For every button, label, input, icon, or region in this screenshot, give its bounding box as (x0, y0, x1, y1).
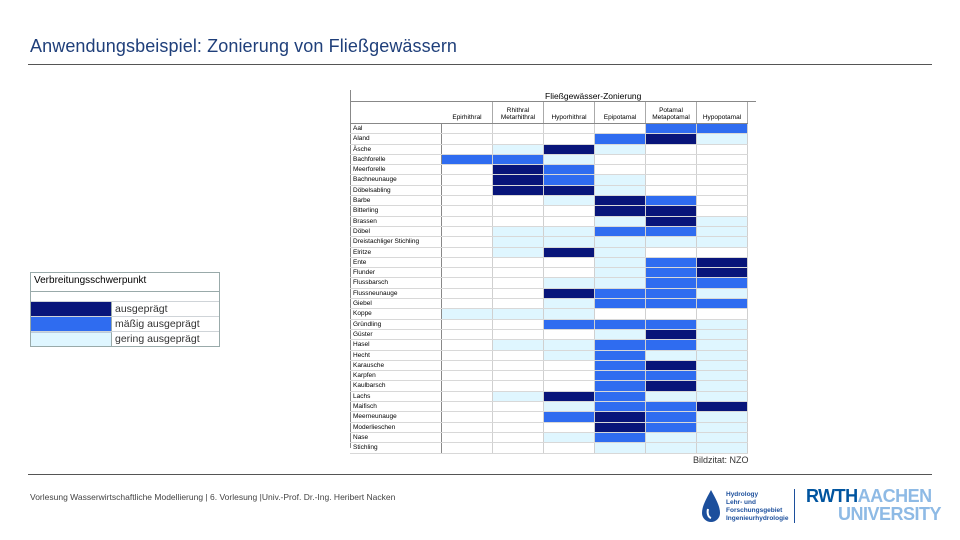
legend-swatch-strong (31, 302, 112, 316)
table-body (350, 123, 748, 454)
institute-line: Forschungsgebiet (726, 507, 783, 514)
species-label: Kaulbarsch (350, 381, 442, 390)
table-row (350, 258, 748, 268)
zone-cell (646, 155, 697, 164)
aachen-text: AACHEN (857, 486, 932, 506)
zone-cell (595, 134, 646, 143)
zone-cell (493, 186, 544, 195)
zone-cell (697, 443, 748, 452)
zone-cell (493, 351, 544, 360)
zone-cell (442, 309, 493, 318)
species-label: Flussneunauge (350, 289, 442, 298)
table-row (350, 412, 748, 422)
column-header: Potamal Metapotamal (646, 102, 697, 123)
zone-cell (646, 278, 697, 287)
legend-title: Verbreitungsschwerpunkt (31, 273, 219, 292)
zone-cell (544, 237, 595, 246)
species-label: Meerneunauge (350, 412, 442, 421)
species-label: Bachneunauge (350, 175, 442, 184)
zone-cell (544, 423, 595, 432)
species-label: Brassen (350, 217, 442, 226)
zone-cell (697, 351, 748, 360)
legend-swatch-medium (31, 317, 112, 331)
zone-cell (493, 145, 544, 154)
zone-cell (442, 412, 493, 421)
zone-cell (442, 392, 493, 401)
species-label: Hasel (350, 340, 442, 349)
zone-cell (595, 330, 646, 339)
zone-cell (595, 351, 646, 360)
table-row (350, 268, 748, 278)
zone-cell (493, 196, 544, 205)
table-row (350, 278, 748, 288)
table-row (350, 371, 748, 381)
species-label: Meerforelle (350, 165, 442, 174)
zone-cell (646, 237, 697, 246)
zone-cell (493, 227, 544, 236)
column-header: Rhithral Metarhithral (493, 102, 544, 123)
zone-cell (493, 412, 544, 421)
zone-cell (544, 443, 595, 452)
zone-cell (697, 412, 748, 421)
rwth-logo (806, 488, 932, 505)
species-label: Karausche (350, 361, 442, 370)
zone-cell (595, 361, 646, 370)
zone-cell (544, 371, 595, 380)
table-row (350, 186, 748, 196)
species-label: Lachs (350, 392, 442, 401)
zone-cell (493, 134, 544, 143)
table-row (350, 175, 748, 185)
zone-cell (595, 196, 646, 205)
species-label: Döbelsabling (350, 186, 442, 195)
zone-cell (646, 433, 697, 442)
zone-cell (697, 268, 748, 277)
zone-cell (595, 381, 646, 390)
zone-cell (595, 423, 646, 432)
zone-cell (493, 237, 544, 246)
zone-cell (595, 227, 646, 236)
table-row (350, 433, 748, 443)
zone-cell (595, 165, 646, 174)
institute-logo-text (726, 491, 788, 523)
zone-cell (493, 124, 544, 133)
species-label: Dreistachliger Stichling (350, 237, 442, 246)
zone-cell (493, 268, 544, 277)
zone-cell (544, 206, 595, 215)
zone-cell (595, 186, 646, 195)
zone-cell (442, 433, 493, 442)
table-row (350, 330, 748, 340)
table-row (350, 381, 748, 391)
zone-cell (595, 402, 646, 411)
institute-line: Ingenieurhydrologie (726, 515, 789, 522)
species-label: Bitterling (350, 206, 442, 215)
zone-cell (646, 227, 697, 236)
zone-cell (646, 268, 697, 277)
zone-cell (544, 361, 595, 370)
zone-cell (595, 412, 646, 421)
zone-cell (646, 423, 697, 432)
zone-cell (544, 351, 595, 360)
legend-spacer (31, 292, 219, 302)
zone-cell (697, 392, 748, 401)
zone-cell (493, 289, 544, 298)
table-row (350, 289, 748, 299)
species-label: Koppe (350, 309, 442, 318)
zone-cell (442, 371, 493, 380)
species-label: Moderlieschen (350, 423, 442, 432)
image-credit: Bildzitat: NZO (693, 455, 749, 465)
zone-cell (697, 134, 748, 143)
zone-cell (493, 206, 544, 215)
zone-cell (646, 196, 697, 205)
zone-cell (697, 371, 748, 380)
zone-cell (595, 299, 646, 308)
legend-label: mäßig ausgeprägt (115, 318, 200, 330)
zone-cell (493, 309, 544, 318)
zone-cell (697, 278, 748, 287)
zone-cell (595, 392, 646, 401)
zone-cell (646, 186, 697, 195)
zone-cell (697, 402, 748, 411)
species-label: Hecht (350, 351, 442, 360)
zone-cell (595, 206, 646, 215)
zone-cell (646, 217, 697, 226)
zone-cell (646, 289, 697, 298)
zone-cell (442, 217, 493, 226)
logo-divider (794, 489, 795, 523)
zone-cell (493, 258, 544, 267)
zone-cell (544, 227, 595, 236)
zone-cell (697, 258, 748, 267)
zone-cell (442, 186, 493, 195)
zone-cell (646, 340, 697, 349)
zone-cell (493, 299, 544, 308)
column-header: Epirhithral (442, 102, 493, 123)
zone-cell (442, 299, 493, 308)
zone-cell (493, 165, 544, 174)
zone-cell (646, 371, 697, 380)
species-label: Aland (350, 134, 442, 143)
species-label: Elritze (350, 248, 442, 257)
table-row (350, 124, 748, 134)
zone-cell (697, 309, 748, 318)
zone-cell (544, 155, 595, 164)
species-label: Döbel (350, 227, 442, 236)
zone-cell (493, 340, 544, 349)
species-label: Äsche (350, 145, 442, 154)
table-row (350, 351, 748, 361)
zone-cell (697, 289, 748, 298)
zone-cell (544, 124, 595, 133)
zone-cell (697, 206, 748, 215)
zone-cell (646, 248, 697, 257)
zone-cell (697, 155, 748, 164)
zone-cell (544, 258, 595, 267)
title-rule (28, 64, 932, 65)
zone-cell (697, 237, 748, 246)
zone-cell (697, 433, 748, 442)
zone-cell (544, 175, 595, 184)
zone-cell (595, 371, 646, 380)
zone-cell (442, 351, 493, 360)
zone-cell (646, 402, 697, 411)
water-drop-icon (701, 489, 721, 523)
zone-cell (493, 217, 544, 226)
institute-line: Hydrology (726, 491, 759, 498)
zone-cell (442, 258, 493, 267)
zone-cell (595, 268, 646, 277)
zone-cell (697, 217, 748, 226)
zone-cell (493, 392, 544, 401)
zone-cell (697, 299, 748, 308)
zone-cell (442, 145, 493, 154)
table-row (350, 155, 748, 165)
zone-cell (442, 227, 493, 236)
zone-cell (595, 145, 646, 154)
zone-cell (493, 402, 544, 411)
species-label: Flussbarsch (350, 278, 442, 287)
zone-cell (493, 320, 544, 329)
zone-cell (442, 423, 493, 432)
legend-swatch-weak (31, 332, 112, 346)
zone-cell (442, 134, 493, 143)
zone-cell (544, 165, 595, 174)
zone-cell (544, 412, 595, 421)
species-label: Güster (350, 330, 442, 339)
zone-cell (697, 196, 748, 205)
zone-cell (493, 175, 544, 184)
zone-cell (646, 412, 697, 421)
zone-cell (442, 268, 493, 277)
legend-label: gering ausgeprägt (115, 333, 200, 345)
footer-text: Vorlesung Wasserwirtschaftliche Modellierung | 6. Vorlesung |Univ.-Prof. Dr.-Ing. Heribert Nacken (30, 492, 396, 502)
zone-cell (544, 392, 595, 401)
zone-cell (697, 165, 748, 174)
zone-cell (442, 165, 493, 174)
species-label: Stichling (350, 443, 442, 452)
zone-cell (442, 330, 493, 339)
zone-cell (646, 320, 697, 329)
species-label: Flunder (350, 268, 442, 277)
zone-cell (646, 351, 697, 360)
zone-cell (544, 196, 595, 205)
zone-cell (442, 206, 493, 215)
column-headers (442, 102, 748, 123)
zone-cell (493, 361, 544, 370)
zone-cell (544, 320, 595, 329)
table-row (350, 392, 748, 402)
zone-cell (595, 433, 646, 442)
legend-label: ausgeprägt (115, 303, 168, 315)
table-row (350, 248, 748, 258)
zone-cell (646, 443, 697, 452)
zone-cell (595, 340, 646, 349)
column-header: Hypopotamal (697, 102, 748, 123)
table-row (350, 165, 748, 175)
zone-cell (595, 443, 646, 452)
zone-cell (544, 278, 595, 287)
zone-cell (697, 340, 748, 349)
zone-cell (544, 309, 595, 318)
table-row (350, 423, 748, 433)
zone-cell (697, 381, 748, 390)
zone-cell (442, 124, 493, 133)
table-row (350, 217, 748, 227)
zone-cell (544, 340, 595, 349)
zone-cell (442, 402, 493, 411)
zone-cell (646, 361, 697, 370)
table-row (350, 340, 748, 350)
table-row (350, 134, 748, 144)
institute-line: Lehr- und (726, 499, 756, 506)
zone-cell (442, 381, 493, 390)
table-row (350, 227, 748, 237)
zone-cell (595, 289, 646, 298)
zone-cell (646, 145, 697, 154)
zone-cell (595, 278, 646, 287)
species-label: Barbe (350, 196, 442, 205)
zone-cell (493, 423, 544, 432)
zone-cell (646, 134, 697, 143)
zone-cell (697, 320, 748, 329)
zone-cell (493, 248, 544, 257)
table-row (350, 361, 748, 371)
table-row (350, 237, 748, 247)
zone-cell (493, 155, 544, 164)
zone-cell (544, 289, 595, 298)
zone-cell (544, 248, 595, 257)
zone-cell (442, 361, 493, 370)
table-row (350, 320, 748, 330)
species-label: Maifisch (350, 402, 442, 411)
table-row (350, 402, 748, 412)
zone-cell (646, 165, 697, 174)
zone-cell (493, 371, 544, 380)
zone-cell (442, 443, 493, 452)
zone-cell (493, 330, 544, 339)
zone-cell (595, 124, 646, 133)
table-title: Fließgewässer-Zonierung (545, 91, 642, 101)
zone-cell (595, 320, 646, 329)
zone-cell (442, 196, 493, 205)
zone-cell (595, 217, 646, 226)
column-header: Hyporhithral (544, 102, 595, 123)
zone-cell (697, 423, 748, 432)
zone-cell (697, 124, 748, 133)
zone-cell (646, 124, 697, 133)
table-row (350, 206, 748, 216)
table-row (350, 309, 748, 319)
zone-cell (442, 340, 493, 349)
zone-cell (442, 248, 493, 257)
species-label: Karpfen (350, 371, 442, 380)
zone-cell (697, 145, 748, 154)
zone-cell (595, 258, 646, 267)
zone-cell (442, 289, 493, 298)
zone-cell (442, 320, 493, 329)
zone-cell (646, 175, 697, 184)
zone-cell (697, 175, 748, 184)
zone-cell (544, 330, 595, 339)
table-row (350, 145, 748, 155)
legend-item (31, 302, 219, 317)
zone-cell (646, 392, 697, 401)
zone-cell (544, 299, 595, 308)
zone-cell (544, 268, 595, 277)
zone-cell (544, 433, 595, 442)
zone-cell (646, 258, 697, 267)
zone-cell (646, 309, 697, 318)
slide-title: Anwendungsbeispiel: Zonierung von Fließgewässern (30, 36, 458, 56)
zone-cell (595, 309, 646, 318)
zone-cell (544, 381, 595, 390)
university-text: UNIVERSITY (838, 504, 942, 524)
zone-cell (697, 186, 748, 195)
zone-cell (697, 248, 748, 257)
table-row (350, 196, 748, 206)
zone-cell (493, 433, 544, 442)
zone-cell (595, 237, 646, 246)
zone-cell (595, 175, 646, 184)
zone-cell (697, 361, 748, 370)
zone-cell (544, 134, 595, 143)
species-label: Aal (350, 124, 442, 133)
table-row (350, 443, 748, 453)
zone-cell (646, 330, 697, 339)
zone-cell (646, 299, 697, 308)
zone-cell (493, 381, 544, 390)
zone-cell (544, 217, 595, 226)
zone-cell (544, 145, 595, 154)
zone-cell (442, 155, 493, 164)
zone-cell (595, 155, 646, 164)
zone-cell (442, 175, 493, 184)
zone-cell (595, 248, 646, 257)
footer-rule (28, 474, 932, 475)
species-label: Bachforelle (350, 155, 442, 164)
zone-cell (544, 402, 595, 411)
species-label: Gründling (350, 320, 442, 329)
rwth-text: RWTH (806, 486, 858, 506)
legend-box (30, 272, 220, 347)
column-header: Epipotamal (595, 102, 646, 123)
zone-cell (442, 278, 493, 287)
zone-cell (697, 227, 748, 236)
table-row (350, 299, 748, 309)
zone-cell (646, 381, 697, 390)
species-label: Nase (350, 433, 442, 442)
zone-cell (544, 186, 595, 195)
zone-cell (442, 237, 493, 246)
species-label: Giebel (350, 299, 442, 308)
legend-item (31, 332, 219, 346)
zone-cell (697, 330, 748, 339)
zone-cell (493, 443, 544, 452)
zone-cell (493, 278, 544, 287)
zone-cell (646, 206, 697, 215)
legend-item (31, 317, 219, 332)
species-label: Ente (350, 258, 442, 267)
